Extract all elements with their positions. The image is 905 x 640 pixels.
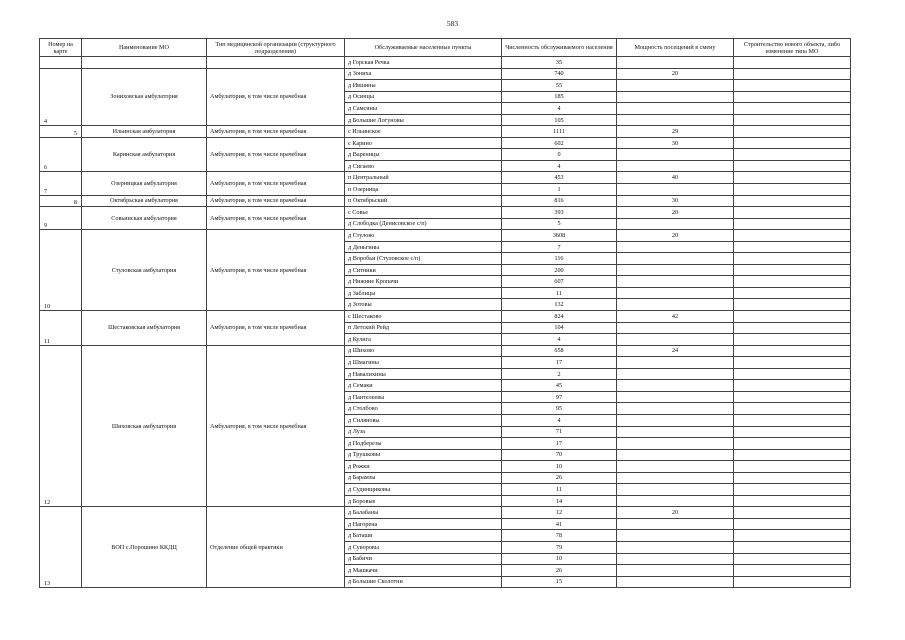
table-row bbox=[40, 207, 851, 219]
visits-cell bbox=[617, 276, 734, 288]
population-cell: 3608 bbox=[502, 230, 617, 242]
settlement-cell: д Ситники bbox=[345, 264, 502, 276]
visits-cell bbox=[617, 484, 734, 496]
population-cell: 1 bbox=[502, 184, 617, 196]
settlement-cell: д Машкачи bbox=[345, 565, 502, 577]
settlement-cell: д Слободка (Денисовское с/п) bbox=[345, 218, 502, 230]
settlement-cell: д Силяновы bbox=[345, 414, 502, 426]
organization-name-cell bbox=[82, 57, 207, 69]
header-places: Обслуживаемые населенные пункты bbox=[345, 39, 502, 57]
settlement-cell: д Заблицы bbox=[345, 287, 502, 299]
construction-cell bbox=[734, 449, 851, 461]
construction-cell bbox=[734, 114, 851, 126]
visits-cell bbox=[617, 80, 734, 92]
table-row bbox=[40, 345, 851, 357]
settlement-cell: д Рожки bbox=[345, 461, 502, 473]
settlement-cell: д Зотовы bbox=[345, 299, 502, 311]
settlement-cell: д Зониха bbox=[345, 68, 502, 80]
visits-cell bbox=[617, 553, 734, 565]
settlement-cell: д Боровые bbox=[345, 495, 502, 507]
settlement-cell: д Деньгины bbox=[345, 241, 502, 253]
population-cell: 0 bbox=[502, 149, 617, 161]
visits-cell bbox=[617, 91, 734, 103]
population-cell: 26 bbox=[502, 565, 617, 577]
visits-cell bbox=[617, 357, 734, 369]
population-cell: 55 bbox=[502, 80, 617, 92]
construction-cell bbox=[734, 68, 851, 80]
population-cell: 4 bbox=[502, 414, 617, 426]
population-cell: 14 bbox=[502, 495, 617, 507]
visits-cell bbox=[617, 472, 734, 484]
construction-cell bbox=[734, 264, 851, 276]
visits-cell bbox=[617, 241, 734, 253]
construction-cell bbox=[734, 495, 851, 507]
visits-cell bbox=[617, 576, 734, 588]
organization-type-cell: Амбулатория, в том числе врачебная bbox=[207, 195, 345, 207]
header-population: Численность обслуживаемого населения bbox=[502, 39, 617, 57]
visits-cell bbox=[617, 403, 734, 415]
settlement-cell: д Подберезы bbox=[345, 438, 502, 450]
visits-cell bbox=[617, 391, 734, 403]
header-type: Тип медицинской организации (структурного подразделения) bbox=[207, 39, 345, 57]
population-cell: 17 bbox=[502, 438, 617, 450]
organization-type-cell: Амбулатория, в том числе врачебная bbox=[207, 230, 345, 311]
header-construction: Строительство нового объекта, либо изменение типа МО bbox=[734, 39, 851, 57]
construction-cell bbox=[734, 565, 851, 577]
header-row bbox=[40, 39, 851, 57]
table-row bbox=[40, 507, 851, 519]
organization-type-cell: Амбулатория, в том числе врачебная bbox=[207, 207, 345, 230]
visits-cell bbox=[617, 287, 734, 299]
population-cell: 658 bbox=[502, 345, 617, 357]
population-cell: 740 bbox=[502, 68, 617, 80]
construction-cell bbox=[734, 311, 851, 323]
population-cell: 607 bbox=[502, 276, 617, 288]
population-cell: 7 bbox=[502, 241, 617, 253]
visits-cell bbox=[617, 518, 734, 530]
settlement-cell: д Трушковы bbox=[345, 449, 502, 461]
settlement-cell: д Барамзы bbox=[345, 472, 502, 484]
map-number-cell: 4 bbox=[40, 68, 82, 126]
visits-cell: 20 bbox=[617, 68, 734, 80]
table-row bbox=[40, 172, 851, 184]
settlement-cell: с Совье bbox=[345, 207, 502, 219]
population-cell: 200 bbox=[502, 264, 617, 276]
settlement-cell: п Октябрьский bbox=[345, 195, 502, 207]
settlement-cell: д Воробьи (Стуловское с/п) bbox=[345, 253, 502, 265]
visits-cell: 40 bbox=[617, 172, 734, 184]
construction-cell bbox=[734, 218, 851, 230]
visits-cell bbox=[617, 414, 734, 426]
construction-cell bbox=[734, 345, 851, 357]
settlement-cell: д Сигаево bbox=[345, 160, 502, 172]
construction-cell bbox=[734, 541, 851, 553]
construction-cell bbox=[734, 576, 851, 588]
organization-name-cell: Шестаковская амбулатория bbox=[82, 311, 207, 346]
population-cell: 453 bbox=[502, 172, 617, 184]
construction-cell bbox=[734, 195, 851, 207]
construction-cell bbox=[734, 426, 851, 438]
settlement-cell: д Навалихины bbox=[345, 368, 502, 380]
header-num: Номер на карте bbox=[40, 39, 82, 57]
population-cell: 79 bbox=[502, 541, 617, 553]
settlement-cell: с Ильинское bbox=[345, 126, 502, 138]
visits-cell: 20 bbox=[617, 207, 734, 219]
organization-name-cell: Стуловская амбулатория bbox=[82, 230, 207, 311]
organization-name-cell: Октябрьская амбулатория bbox=[82, 195, 207, 207]
organization-name-cell: Ильинская амбулатория bbox=[82, 126, 207, 138]
visits-cell bbox=[617, 380, 734, 392]
settlement-cell: д Столбово bbox=[345, 403, 502, 415]
population-cell: 2 bbox=[502, 368, 617, 380]
population-cell: 71 bbox=[502, 426, 617, 438]
population-cell: 17 bbox=[502, 357, 617, 369]
map-number-cell: 6 bbox=[40, 137, 82, 172]
settlement-cell: д Семаки bbox=[345, 380, 502, 392]
construction-cell bbox=[734, 126, 851, 138]
settlement-cell: д Кулига bbox=[345, 334, 502, 346]
table-row bbox=[40, 230, 851, 242]
visits-cell bbox=[617, 103, 734, 115]
settlement-cell: д Стулово bbox=[345, 230, 502, 242]
settlement-cell: д Шихово bbox=[345, 345, 502, 357]
construction-cell bbox=[734, 137, 851, 149]
population-cell: 12 bbox=[502, 507, 617, 519]
organization-type-cell: Амбулатория, в том числе врачебная bbox=[207, 172, 345, 195]
visits-cell: 42 bbox=[617, 311, 734, 323]
header-visits: Мощность посещений в смену bbox=[617, 39, 734, 57]
construction-cell bbox=[734, 80, 851, 92]
visits-cell: 24 bbox=[617, 345, 734, 357]
construction-cell bbox=[734, 380, 851, 392]
population-cell: 15 bbox=[502, 576, 617, 588]
settlement-cell: д Большие Логуновы bbox=[345, 114, 502, 126]
organization-type-cell: Амбулатория, в том числе врачебная bbox=[207, 311, 345, 346]
visits-cell bbox=[617, 299, 734, 311]
population-cell: 41 bbox=[502, 518, 617, 530]
construction-cell bbox=[734, 403, 851, 415]
organization-name-cell: Совьинская амбулатория bbox=[82, 207, 207, 230]
table-row bbox=[40, 68, 851, 80]
population-cell: 1111 bbox=[502, 126, 617, 138]
construction-cell bbox=[734, 287, 851, 299]
visits-cell bbox=[617, 322, 734, 334]
visits-cell bbox=[617, 530, 734, 542]
settlement-cell: с Карино bbox=[345, 137, 502, 149]
construction-cell bbox=[734, 357, 851, 369]
organization-name-cell: Зониховская амбулатория bbox=[82, 68, 207, 126]
visits-cell bbox=[617, 160, 734, 172]
header-name: Наименование МО bbox=[82, 39, 207, 57]
visits-cell: 29 bbox=[617, 126, 734, 138]
visits-cell: 30 bbox=[617, 195, 734, 207]
population-cell: 4 bbox=[502, 334, 617, 346]
visits-cell bbox=[617, 541, 734, 553]
population-cell: 132 bbox=[502, 299, 617, 311]
construction-cell bbox=[734, 518, 851, 530]
map-number-cell: 10 bbox=[40, 230, 82, 311]
population-cell: 70 bbox=[502, 449, 617, 461]
construction-cell bbox=[734, 160, 851, 172]
page-number: 583 bbox=[446, 19, 459, 28]
construction-cell bbox=[734, 414, 851, 426]
construction-cell bbox=[734, 461, 851, 473]
construction-cell bbox=[734, 484, 851, 496]
organization-type-cell: Амбулатория, в том числе врачебная bbox=[207, 68, 345, 126]
organization-type-cell: Амбулатория, в том числе врачебная bbox=[207, 345, 345, 507]
organization-type-cell: Амбулатория, в том числе врачебная bbox=[207, 137, 345, 172]
settlement-cell: д Осинцы bbox=[345, 91, 502, 103]
settlement-cell: п Центральный bbox=[345, 172, 502, 184]
construction-cell bbox=[734, 172, 851, 184]
visits-cell bbox=[617, 565, 734, 577]
settlement-cell: п Озерница bbox=[345, 184, 502, 196]
settlement-cell: д Судинщиковы bbox=[345, 484, 502, 496]
population-cell: 11 bbox=[502, 484, 617, 496]
settlement-cell: д Вареницы bbox=[345, 149, 502, 161]
population-cell: 602 bbox=[502, 137, 617, 149]
settlement-cell: д Бабичи bbox=[345, 553, 502, 565]
construction-cell bbox=[734, 149, 851, 161]
settlement-cell: д Суворовы bbox=[345, 541, 502, 553]
construction-cell bbox=[734, 241, 851, 253]
settlement-cell: д Баташи bbox=[345, 530, 502, 542]
settlement-cell: д Шмагины bbox=[345, 357, 502, 369]
settlement-cell: д Самсины bbox=[345, 103, 502, 115]
settlement-cell: д Ившины bbox=[345, 80, 502, 92]
population-cell: 10 bbox=[502, 461, 617, 473]
map-number-cell: 8 bbox=[40, 195, 82, 207]
map-number-cell: 11 bbox=[40, 311, 82, 346]
visits-cell bbox=[617, 264, 734, 276]
table-row bbox=[40, 57, 851, 69]
construction-cell bbox=[734, 184, 851, 196]
organization-type-cell: Амбулатория, в том числе врачебная bbox=[207, 126, 345, 138]
population-cell: 78 bbox=[502, 530, 617, 542]
visits-cell: 30 bbox=[617, 137, 734, 149]
visits-cell: 20 bbox=[617, 230, 734, 242]
visits-cell bbox=[617, 334, 734, 346]
construction-cell bbox=[734, 57, 851, 69]
settlement-cell: д Горская Речка bbox=[345, 57, 502, 69]
organization-type-cell: Отделение общей практики bbox=[207, 507, 345, 588]
visits-cell: 20 bbox=[617, 507, 734, 519]
population-cell: 104 bbox=[502, 322, 617, 334]
population-cell: 5 bbox=[502, 218, 617, 230]
organization-name-cell: ВОП с.Порошино ККДЦ bbox=[82, 507, 207, 588]
map-number-cell: 9 bbox=[40, 207, 82, 230]
visits-cell bbox=[617, 218, 734, 230]
table-row bbox=[40, 195, 851, 207]
visits-cell bbox=[617, 449, 734, 461]
construction-cell bbox=[734, 472, 851, 484]
settlement-cell: д Нагорена bbox=[345, 518, 502, 530]
population-cell: 4 bbox=[502, 160, 617, 172]
map-number-cell: 5 bbox=[40, 126, 82, 138]
construction-cell bbox=[734, 507, 851, 519]
construction-cell bbox=[734, 276, 851, 288]
construction-cell bbox=[734, 334, 851, 346]
visits-cell bbox=[617, 57, 734, 69]
table-row bbox=[40, 137, 851, 149]
organization-name-cell: Шиховская амбулатория bbox=[82, 345, 207, 507]
construction-cell bbox=[734, 299, 851, 311]
construction-cell bbox=[734, 391, 851, 403]
settlement-cell: д Нижние Кропачи bbox=[345, 276, 502, 288]
settlement-cell: д Балабаны bbox=[345, 507, 502, 519]
construction-cell bbox=[734, 438, 851, 450]
construction-cell bbox=[734, 368, 851, 380]
population-cell: 11 bbox=[502, 287, 617, 299]
settlement-cell: д Пантелеевы bbox=[345, 391, 502, 403]
population-cell: 105 bbox=[502, 114, 617, 126]
facilities-table bbox=[39, 38, 851, 588]
organization-name-cell: Каринская амбулатория bbox=[82, 137, 207, 172]
visits-cell bbox=[617, 368, 734, 380]
organization-type-cell bbox=[207, 57, 345, 69]
map-number-cell: 13 bbox=[40, 507, 82, 588]
visits-cell bbox=[617, 253, 734, 265]
construction-cell bbox=[734, 553, 851, 565]
visits-cell bbox=[617, 495, 734, 507]
construction-cell bbox=[734, 230, 851, 242]
population-cell: 393 bbox=[502, 207, 617, 219]
settlement-cell: п Летский Рейд bbox=[345, 322, 502, 334]
settlement-cell: с Шестаково bbox=[345, 311, 502, 323]
table-row bbox=[40, 311, 851, 323]
organization-name-cell: Озерницкая амбулатория bbox=[82, 172, 207, 195]
settlement-cell: д Большие Сколотни bbox=[345, 576, 502, 588]
visits-cell bbox=[617, 114, 734, 126]
population-cell: 10 bbox=[502, 553, 617, 565]
population-cell: 97 bbox=[502, 391, 617, 403]
visits-cell bbox=[617, 149, 734, 161]
construction-cell bbox=[734, 91, 851, 103]
settlement-cell: д Луза bbox=[345, 426, 502, 438]
visits-cell bbox=[617, 426, 734, 438]
construction-cell bbox=[734, 103, 851, 115]
population-cell: 185 bbox=[502, 91, 617, 103]
visits-cell bbox=[617, 461, 734, 473]
map-number-cell bbox=[40, 57, 82, 69]
population-cell: 26 bbox=[502, 472, 617, 484]
population-cell: 824 bbox=[502, 311, 617, 323]
map-number-cell: 12 bbox=[40, 345, 82, 507]
population-cell: 35 bbox=[502, 57, 617, 69]
population-cell: 45 bbox=[502, 380, 617, 392]
table-body bbox=[40, 57, 851, 588]
construction-cell bbox=[734, 207, 851, 219]
construction-cell bbox=[734, 322, 851, 334]
population-cell: 816 bbox=[502, 195, 617, 207]
map-number-cell: 7 bbox=[40, 172, 82, 195]
construction-cell bbox=[734, 253, 851, 265]
visits-cell bbox=[617, 184, 734, 196]
visits-cell bbox=[617, 438, 734, 450]
table-row bbox=[40, 126, 851, 138]
construction-cell bbox=[734, 530, 851, 542]
population-cell: 116 bbox=[502, 253, 617, 265]
population-cell: 4 bbox=[502, 103, 617, 115]
population-cell: 95 bbox=[502, 403, 617, 415]
